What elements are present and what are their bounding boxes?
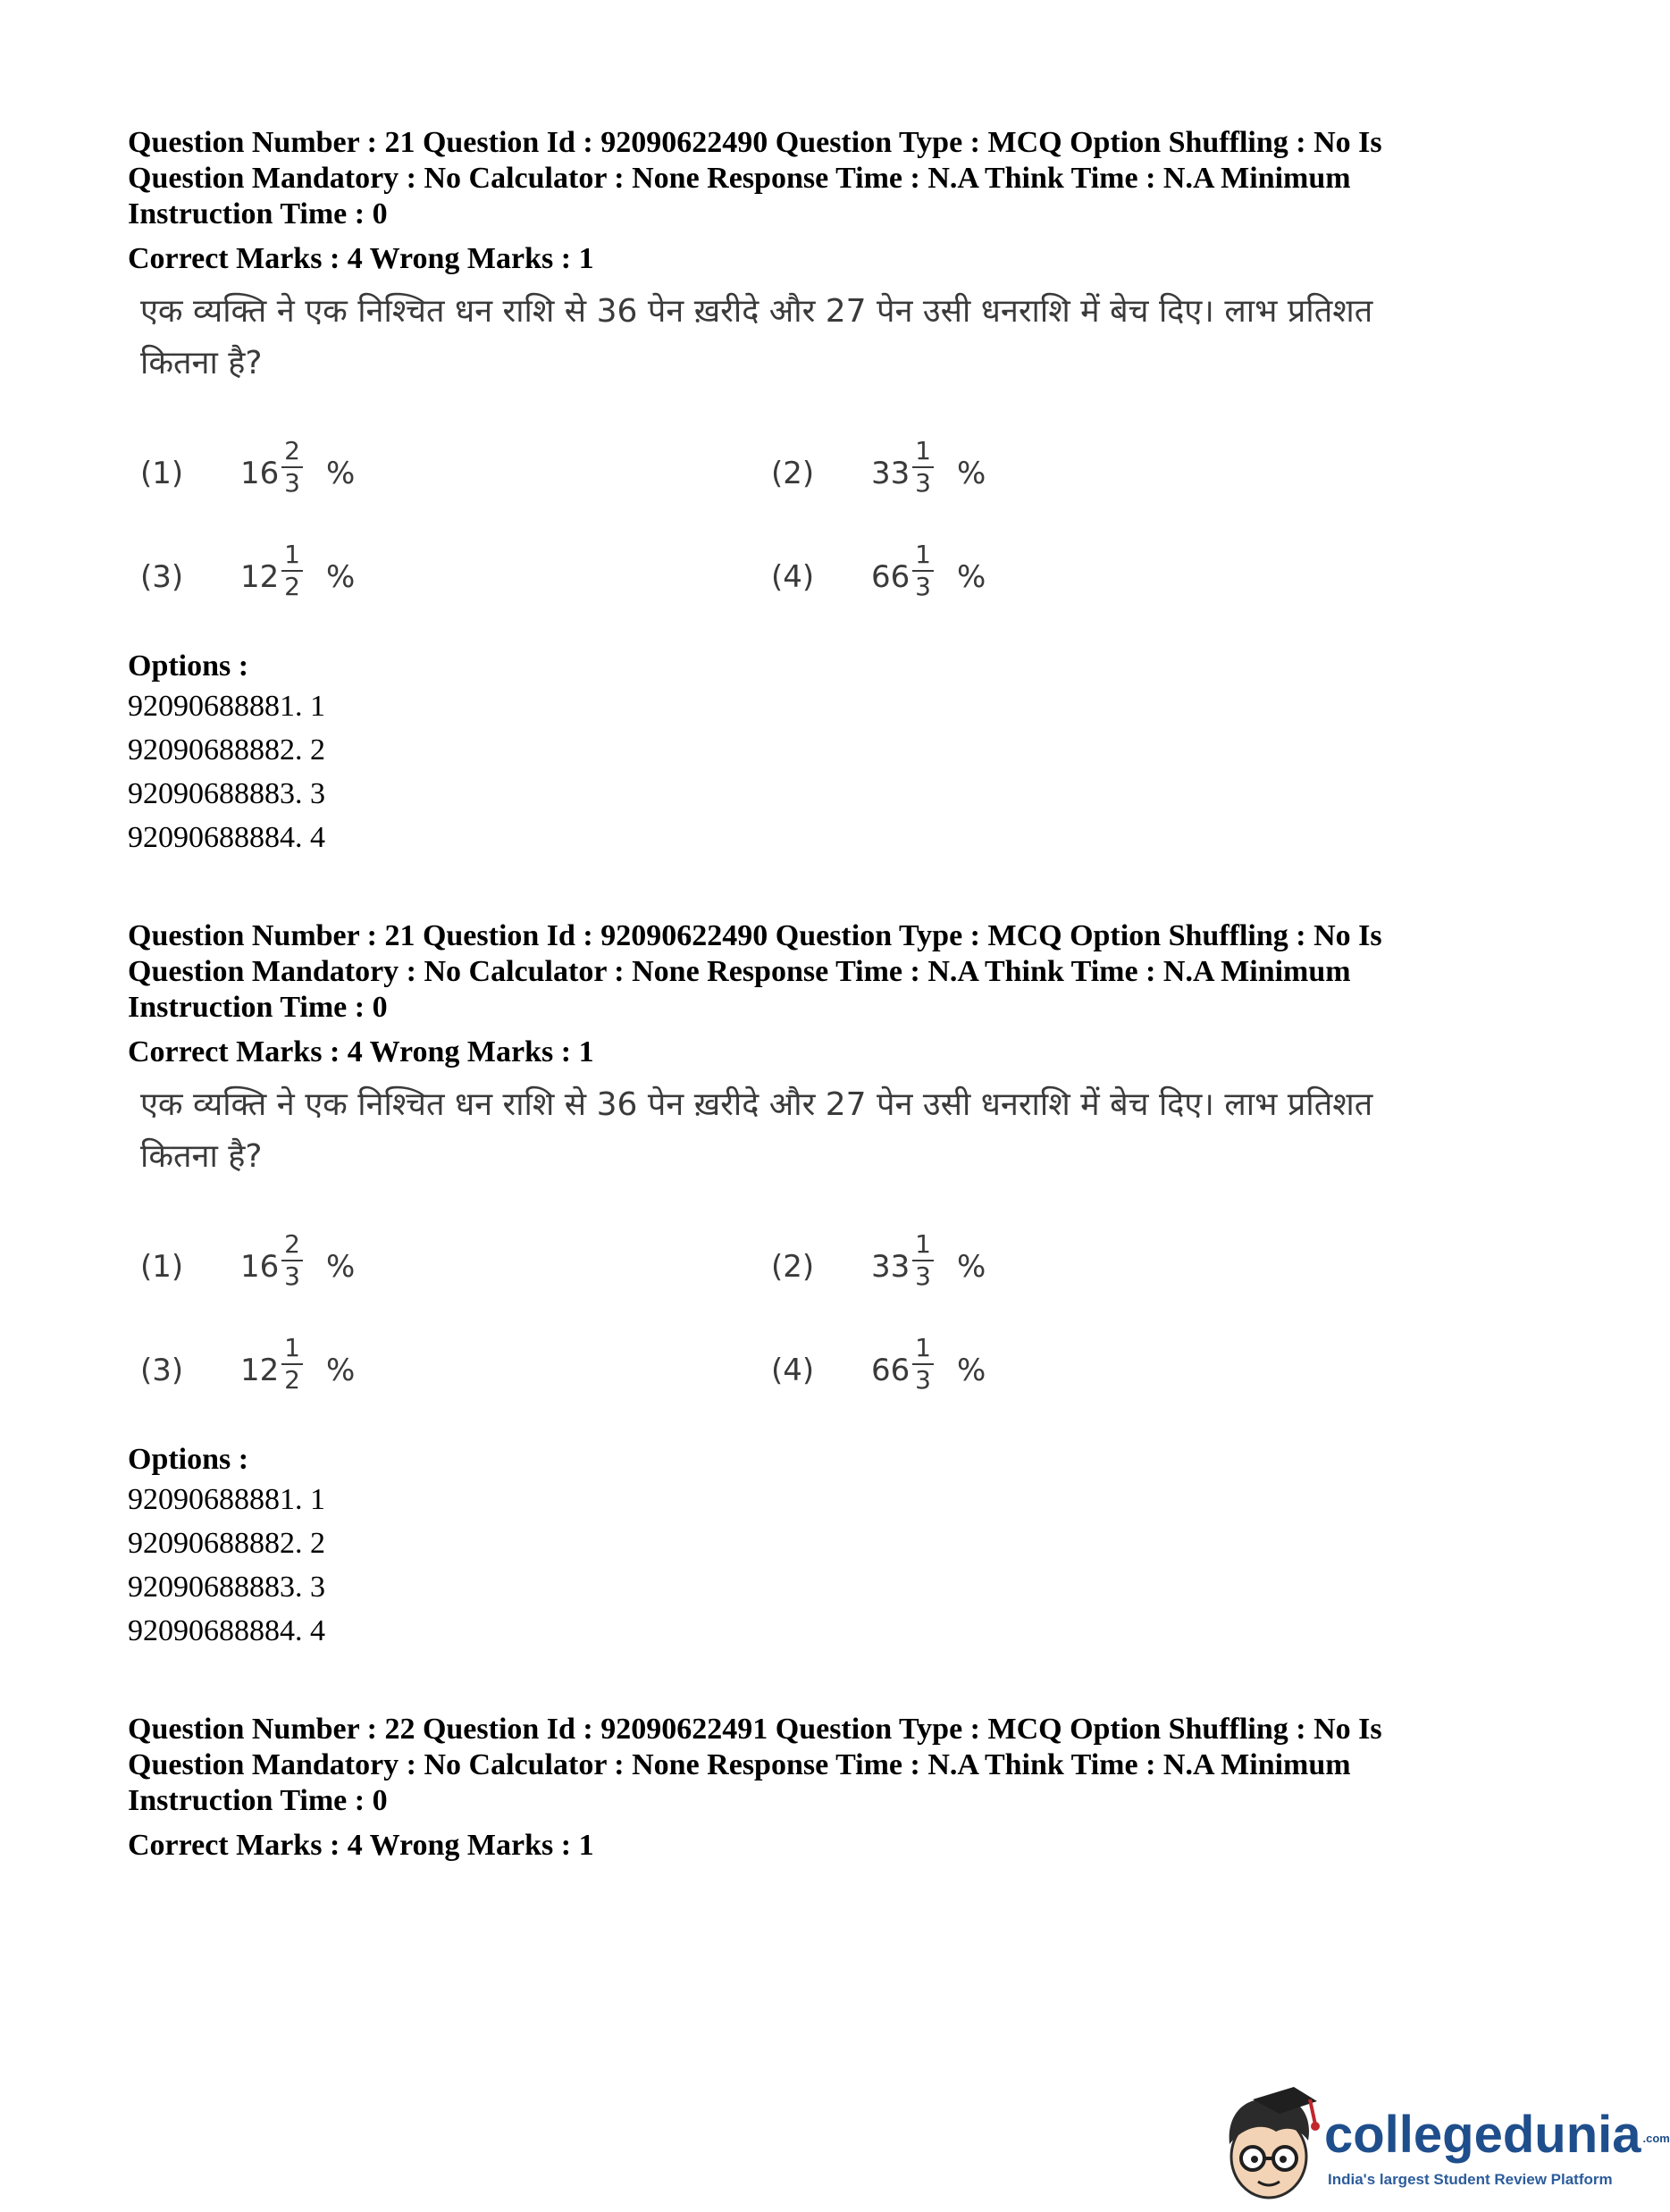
option-id-line: 92090688884. 4 [128,821,325,854]
question-header-line: Question Number : 22 Question Id : 92090622491 Question Type : MCQ Option Shuffling : No Is [128,1713,1382,1746]
question-header-line: Instruction Time : 0 [128,197,388,230]
question-image [128,282,1522,649]
options-title: Options : [128,1443,249,1476]
question-image [128,1076,1522,1442]
options-title: Options : [128,649,249,683]
logo-name: collegedunia .com [1324,2106,1670,2164]
question-text [140,1079,1463,1183]
logo-tagline: India's largest Student Review Platform [1328,2171,1613,2188]
document-page [128,125,1522,1864]
option-id-line: 92090688881. 1 [128,690,325,723]
choice-fraction: $\frac{2}{3}$ [281,1229,303,1292]
choice-unit: % [326,1249,356,1285]
option-id-line: 92090688882. 2 [128,1527,325,1560]
choice-fraction: $\frac{1}{2}$ [281,540,303,602]
choice-label: (4) [771,1353,815,1388]
collegedunia-logo[interactable] [1217,2082,1670,2207]
choice-fraction: $\frac{1}{3}$ [912,1229,934,1292]
marks-line: Correct Marks : 4 Wrong Marks : 1 [128,1829,594,1862]
marks-line: Correct Marks : 4 Wrong Marks : 1 [128,1035,594,1068]
choice-whole: 33 [871,456,911,491]
mascot-icon [1217,2082,1324,2207]
choice-whole: 66 [871,1353,911,1388]
choice-fraction: $\frac{1}{3}$ [912,1333,934,1395]
question-header-line: Question Mandatory : No Calculator : None Response Time : N.A Think Time : N.A Minimum [128,955,1351,988]
option-id-line: 92090688883. 3 [128,777,325,810]
question-header-line: Instruction Time : 0 [128,991,388,1024]
choice-whole: 66 [871,559,911,595]
question-text [140,286,1463,390]
choice-whole: 16 [240,456,280,491]
logo-suffix: .com [1642,2132,1670,2146]
choice-whole: 16 [240,1249,280,1285]
choice-whole: 33 [871,1249,911,1285]
choice-whole: 12 [240,1353,280,1388]
choice-unit: % [957,1353,986,1388]
choice-label: (1) [140,456,184,491]
choice-fraction: $\frac{1}{2}$ [281,1333,303,1395]
question-header-line: Question Mandatory : No Calculator : None Response Time : N.A Think Time : N.A Minimum [128,1748,1351,1781]
question-header-line: Question Number : 21 Question Id : 92090622490 Question Type : MCQ Option Shuffling : No Is [128,126,1382,159]
question-text-line: कितना है? [140,345,263,381]
choice-unit: % [957,559,986,595]
choice-fraction: $\frac{1}{3}$ [912,436,934,499]
choice-whole: 12 [240,559,280,595]
choice-unit: % [957,456,986,491]
choice-unit: % [326,1353,356,1388]
choice-fraction: $\frac{2}{3}$ [281,436,303,499]
option-id-line: 92090688882. 2 [128,733,325,767]
question-header-line: Question Number : 21 Question Id : 92090622490 Question Type : MCQ Option Shuffling : No Is [128,919,1382,952]
option-id-line: 92090688884. 4 [128,1614,325,1647]
choice-unit: % [957,1249,986,1285]
choice-label: (3) [140,1353,184,1388]
question-header-line: Question Mandatory : No Calculator : None Response Time : N.A Think Time : N.A Minimum [128,162,1351,195]
marks-line: Correct Marks : 4 Wrong Marks : 1 [128,242,594,275]
question-block-1 [128,125,1522,859]
question-text-line: एक व्यक्ति ने एक निश्चित धन राशि से 36 पेन ख़रीदे और 27 पेन उसी धनराशि में बेच दिए। लाभ प्रतिशत [140,1086,1373,1123]
choice-label: (2) [771,456,815,491]
question-header-line: Instruction Time : 0 [128,1784,388,1817]
choice-label: (3) [140,559,184,595]
option-id-line: 92090688883. 3 [128,1571,325,1604]
choice-label: (1) [140,1249,184,1285]
option-id-line: 92090688881. 1 [128,1483,325,1516]
question-block-3 [128,1712,1522,1864]
choice-label: (4) [771,559,815,595]
question-block-2 [128,918,1522,1653]
choice-unit: % [326,559,356,595]
question-text-line: कितना है? [140,1138,263,1175]
choice-unit: % [326,456,356,491]
choice-fraction: $\frac{1}{3}$ [912,540,934,602]
question-text-line: एक व्यक्ति ने एक निश्चित धन राशि से 36 पेन ख़रीदे और 27 पेन उसी धनराशि में बेच दिए। लाभ प्रतिशत [140,293,1373,330]
choice-label: (2) [771,1249,815,1285]
